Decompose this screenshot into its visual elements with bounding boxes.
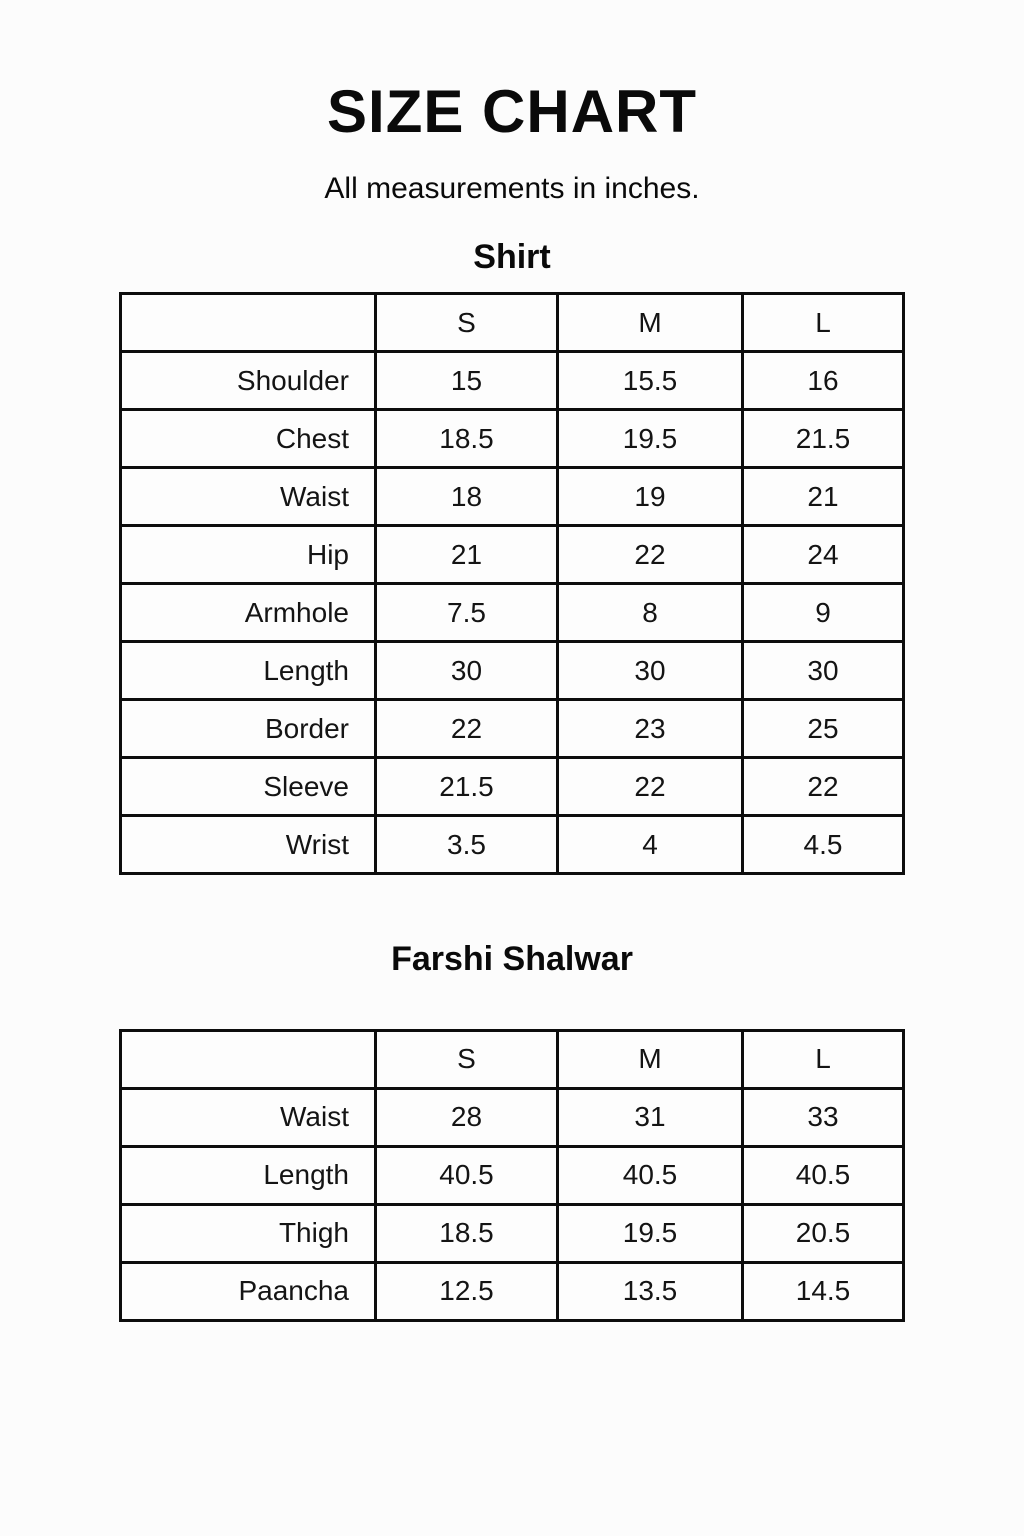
- table-row: [121, 526, 904, 584]
- row-label: Hip: [121, 526, 376, 584]
- measurement-value: 22: [558, 526, 743, 584]
- size-header-s: S: [376, 1030, 558, 1088]
- table-row: [121, 758, 904, 816]
- table-row: [121, 816, 904, 874]
- corner-cell: [121, 1030, 376, 1088]
- measurement-value: 8: [558, 584, 743, 642]
- row-label: Border: [121, 700, 376, 758]
- table-row: [121, 642, 904, 700]
- size-header-m: M: [558, 1030, 743, 1088]
- row-label: Shoulder: [121, 352, 376, 410]
- table-row: [121, 1146, 904, 1204]
- row-label: Armhole: [121, 584, 376, 642]
- page-subtitle: All measurements in inches.: [324, 172, 700, 205]
- measurement-value: 30: [558, 642, 743, 700]
- measurement-value: 19.5: [558, 1204, 743, 1262]
- shirt-heading: Shirt: [473, 238, 551, 276]
- table-row: [121, 468, 904, 526]
- measurement-value: 40.5: [743, 1146, 904, 1204]
- table-row: [121, 700, 904, 758]
- header-row: [121, 294, 904, 352]
- measurement-value: 21: [743, 468, 904, 526]
- corner-cell: [121, 294, 376, 352]
- row-label: Length: [121, 1146, 376, 1204]
- measurement-value: 21: [376, 526, 558, 584]
- measurement-value: 22: [558, 758, 743, 816]
- measurement-value: 7.5: [376, 584, 558, 642]
- row-label: Chest: [121, 410, 376, 468]
- measurement-value: 20.5: [743, 1204, 904, 1262]
- measurement-value: 40.5: [558, 1146, 743, 1204]
- measurement-value: 30: [376, 642, 558, 700]
- size-header-m: M: [558, 294, 743, 352]
- measurement-value: 28: [376, 1088, 558, 1146]
- measurement-value: 22: [743, 758, 904, 816]
- measurement-value: 33: [743, 1088, 904, 1146]
- measurement-value: 21.5: [743, 410, 904, 468]
- row-label: Wrist: [121, 816, 376, 874]
- measurement-value: 22: [376, 700, 558, 758]
- measurement-value: 31: [558, 1088, 743, 1146]
- table-row: [121, 584, 904, 642]
- row-label: Waist: [121, 1088, 376, 1146]
- table-row: [121, 1262, 904, 1320]
- measurement-value: 19.5: [558, 410, 743, 468]
- measurement-value: 30: [743, 642, 904, 700]
- measurement-value: 19: [558, 468, 743, 526]
- header-row: [121, 1030, 904, 1088]
- measurement-value: 25: [743, 700, 904, 758]
- farshi-shalwar-heading: Farshi Shalwar: [391, 940, 633, 979]
- measurement-value: 16: [743, 352, 904, 410]
- row-label: Paancha: [121, 1262, 376, 1320]
- measurement-value: 9: [743, 584, 904, 642]
- table-row: [121, 1204, 904, 1262]
- shirt-size-table: [119, 292, 905, 875]
- size-header-s: S: [376, 294, 558, 352]
- measurement-value: 4.5: [743, 816, 904, 874]
- measurement-value: 14.5: [743, 1262, 904, 1320]
- measurement-value: 18.5: [376, 1204, 558, 1262]
- measurement-value: 3.5: [376, 816, 558, 874]
- measurement-value: 12.5: [376, 1262, 558, 1320]
- farshi-shalwar-section: [0, 941, 1024, 1321]
- shirt-section: [0, 239, 1024, 875]
- measurement-value: 13.5: [558, 1262, 743, 1320]
- size-header-l: L: [743, 294, 904, 352]
- size-header-l: L: [743, 1030, 904, 1088]
- farshi-shalwar-size-table: [119, 1029, 905, 1322]
- row-label: Length: [121, 642, 376, 700]
- row-label: Thigh: [121, 1204, 376, 1262]
- measurement-value: 18.5: [376, 410, 558, 468]
- row-label: Sleeve: [121, 758, 376, 816]
- measurement-value: 21.5: [376, 758, 558, 816]
- row-label: Waist: [121, 468, 376, 526]
- table-row: [121, 1088, 904, 1146]
- measurement-value: 23: [558, 700, 743, 758]
- measurement-value: 15.5: [558, 352, 743, 410]
- measurement-value: 18: [376, 468, 558, 526]
- measurement-value: 15: [376, 352, 558, 410]
- measurement-value: 4: [558, 816, 743, 874]
- table-row: [121, 410, 904, 468]
- table-row: [121, 352, 904, 410]
- measurement-value: 24: [743, 526, 904, 584]
- measurement-value: 40.5: [376, 1146, 558, 1204]
- page-title: SIZE CHART: [327, 78, 697, 145]
